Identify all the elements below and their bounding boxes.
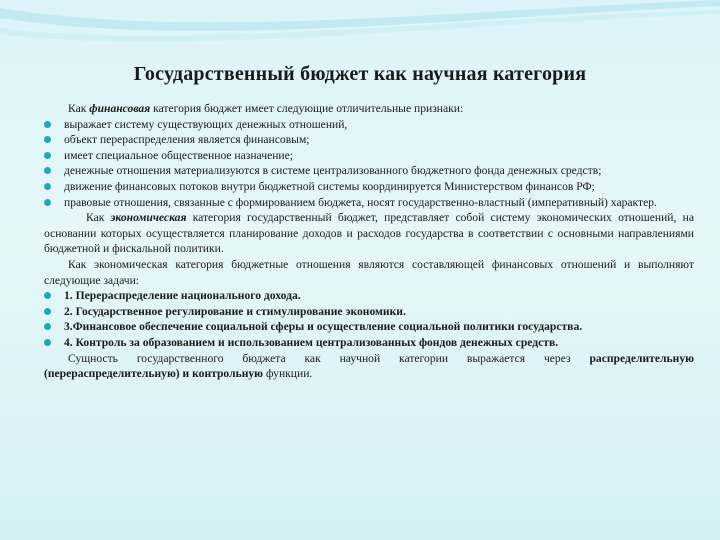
economic-emphasis: экономическая [110, 211, 187, 225]
list-item: правовые отношения, связанные с формированием бюджета, носят государственно-властный (императивный) характер. [44, 195, 694, 211]
intro-emphasis: финансовая [89, 102, 151, 115]
bullet-icon [44, 323, 51, 330]
bullet-icon [44, 199, 51, 206]
tasks-list [44, 288, 694, 350]
bullet-icon [44, 167, 51, 174]
intro-paragraph: Как финансовая категория бюджет имеет следующие отличительные признаки: [68, 102, 464, 115]
list-item: 4. Контроль за образованием и использованием централизованных фондов денежных средств. [44, 335, 694, 351]
essence-emphasis: распределительную (перераспределительную) и контрольную [44, 351, 694, 381]
list-item: 1. Перераспределение национального дохода. [44, 288, 694, 304]
list-item: выражает систему существующих денежных отношений, [44, 117, 694, 133]
features-list [44, 117, 694, 211]
page-title: Государственный бюджет как научная категория [133, 63, 587, 85]
bullet-icon [44, 308, 51, 315]
decorative-swoosh [0, 0, 720, 60]
list-item: 3.Финансовое обеспечение социальной сферы и осуществление социальной политики государства. [44, 319, 694, 335]
bullet-icon [44, 339, 51, 346]
list-item: движение финансовых потоков внутри бюджетной системы координируется Министерством финансов РФ; [44, 179, 694, 195]
economic-paragraph: Как экономическая категория государственный бюджет, представляет собой систему экономических отношений, на основании которых осуществляется планирование доходов и расходов государства в соответствии с основными направлениями бюджетной и фискальной политики. [44, 211, 694, 256]
bullet-icon [44, 136, 51, 143]
list-item: объект перераспределения является финансовым; [44, 132, 694, 148]
essence-paragraph: Сущность государственного бюджета как научной категории выражается через распределительную (перераспределительную) и контрольную функции. [44, 351, 694, 381]
tasks-intro: Как экономическая категория бюджетные отношения являются составляющей финансовых отношений и выполняют следующие задачи: [44, 257, 694, 287]
bullet-icon [44, 292, 51, 299]
list-item: денежные отношения материализуются в системе централизованного бюджетного фонда денежных средств; [44, 163, 694, 179]
bullet-icon [44, 121, 51, 128]
list-item: 2. Государственное регулирование и стимулирование экономики. [44, 304, 694, 320]
bullet-icon [44, 183, 51, 190]
list-item: имеет специальное общественное назначение; [44, 148, 694, 164]
slide-body [44, 101, 694, 382]
bullet-icon [44, 152, 51, 159]
